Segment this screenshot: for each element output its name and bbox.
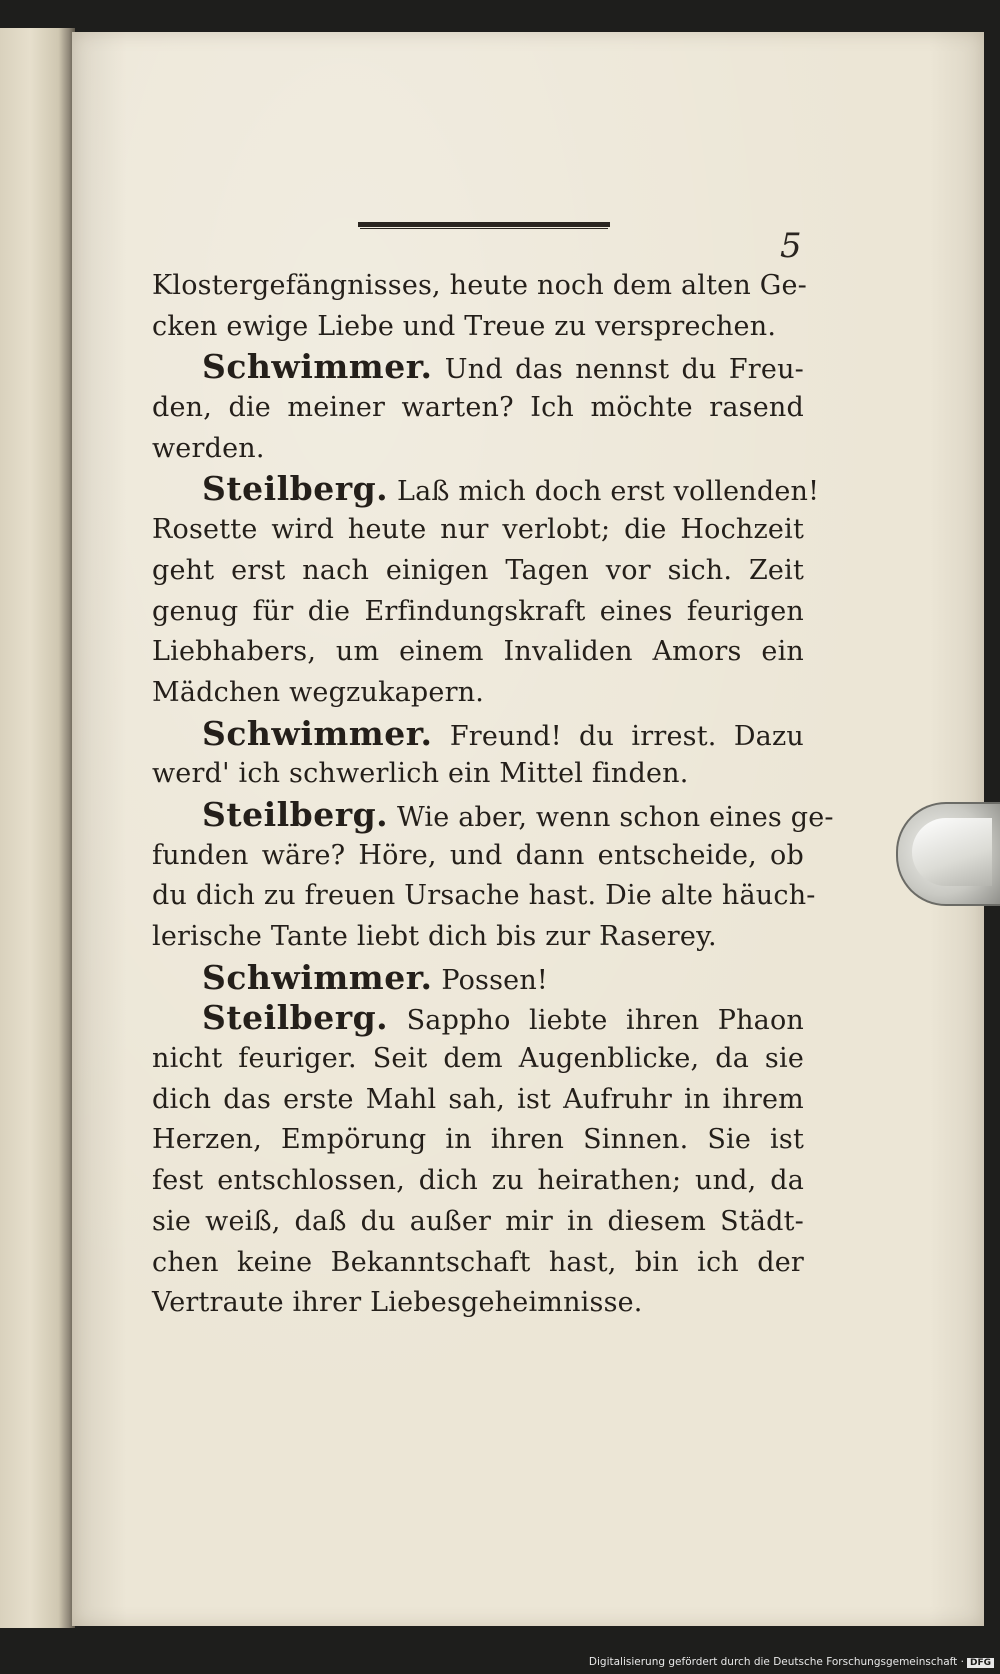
line-text: Herzen, Empörung in ihren Sinnen. Sie ist [152,1124,804,1156]
text-line [152,714,804,755]
line-text: sie weiß, daß du außer mir in diesem Städt- [152,1205,804,1237]
line-text: geht erst nach einigen Tagen vor sich. Zeit [152,554,804,586]
text-line [152,429,804,470]
page-turn-tab[interactable] [896,802,1000,906]
facing-page-edge [0,28,75,1628]
speaker-name: Steilberg. [202,998,389,1038]
speaker-name: Steilberg. [202,794,389,834]
text-line [152,1120,804,1161]
line-text: Possen! [432,964,548,996]
line-text: funden wäre? Höre, und dann entscheide, ob [152,839,804,871]
text-line [152,592,804,633]
text-line [152,632,804,673]
text-line [152,1202,804,1243]
text-line [152,876,816,917]
text-line [152,469,820,510]
line-text: Klostergefängnisses, heute noch dem alten Ge- [152,270,807,301]
footer-text: Digitalisierung gefördert durch die Deutsche Forschungsgemeinschaft · [588,1656,964,1668]
line-text: Vertraute ihrer Liebesgeheimnisse. [152,1287,643,1319]
text-line [152,673,804,714]
speaker-name: Steilberg. [202,469,389,509]
text-line [152,388,804,429]
line-text: Laß mich doch erst vollenden! [388,476,820,508]
text-line [152,307,804,348]
text-line [152,836,804,877]
page-turn-tab-inner [912,818,992,886]
line-text: lerische Tante liebt dich bis zur Raserey. [152,921,717,952]
line-text: Wie aber, wenn schon eines ge- [388,801,834,833]
text-line [152,551,804,592]
text-line [152,958,804,999]
text-line [152,347,804,388]
body-text [152,266,834,1324]
line-text: werd' ich schwerlich ein Mittel finden. [152,758,689,790]
line-text: genug für die Erfindungskraft eines feurigen [152,595,804,627]
text-line [152,1243,804,1284]
text-line [152,1039,804,1080]
line-text: Mädchen wegzukapern. [152,676,485,708]
line-text: chen keine Bekanntschaft hast, bin ich der [152,1246,804,1278]
dfg-logo: DFG [967,1658,994,1668]
line-text: Sappho liebte ihren Phaon [388,1005,804,1037]
line-text: cken ewige Liebe und Treue zu versprechen. [152,310,777,342]
line-text: nicht feuriger. Seit dem Augenblicke, da sie [152,1043,804,1075]
text-line [152,998,804,1039]
speaker-name: Schwimmer. [202,713,433,753]
line-text: den, die meiner warten? Ich möchte rasend [152,392,804,424]
line-text: Freund! du irrest. Dazu [432,720,804,752]
header-rule [358,222,610,227]
text-line [152,1283,804,1324]
text-line [152,917,804,958]
line-text: dich das erste Mahl sah, ist Aufruhr in ihrem [152,1083,804,1115]
speaker-name: Schwimmer. [202,347,433,387]
page-number: 5 [780,226,802,266]
line-text: Rosette wird heute nur verlobt; die Hochzeit [152,514,804,546]
footer-credit [589,1656,994,1668]
text-line [152,1080,804,1121]
text-line [152,794,834,836]
text-line [152,510,804,551]
line-text: werden. [152,432,265,464]
text-line [152,754,804,795]
line-text: Und das nennst du Freu- [432,354,804,386]
speaker-name: Schwimmer. [202,957,433,997]
text-line [152,266,807,307]
line-text: fest entschlossen, dich zu heirathen; und, da [152,1165,804,1197]
line-text: du dich zu freuen Ursache hast. Die alte häuch- [152,880,816,912]
line-text: Liebhabers, um einem Invaliden Amors ein [152,636,804,668]
text-line [152,1161,804,1202]
